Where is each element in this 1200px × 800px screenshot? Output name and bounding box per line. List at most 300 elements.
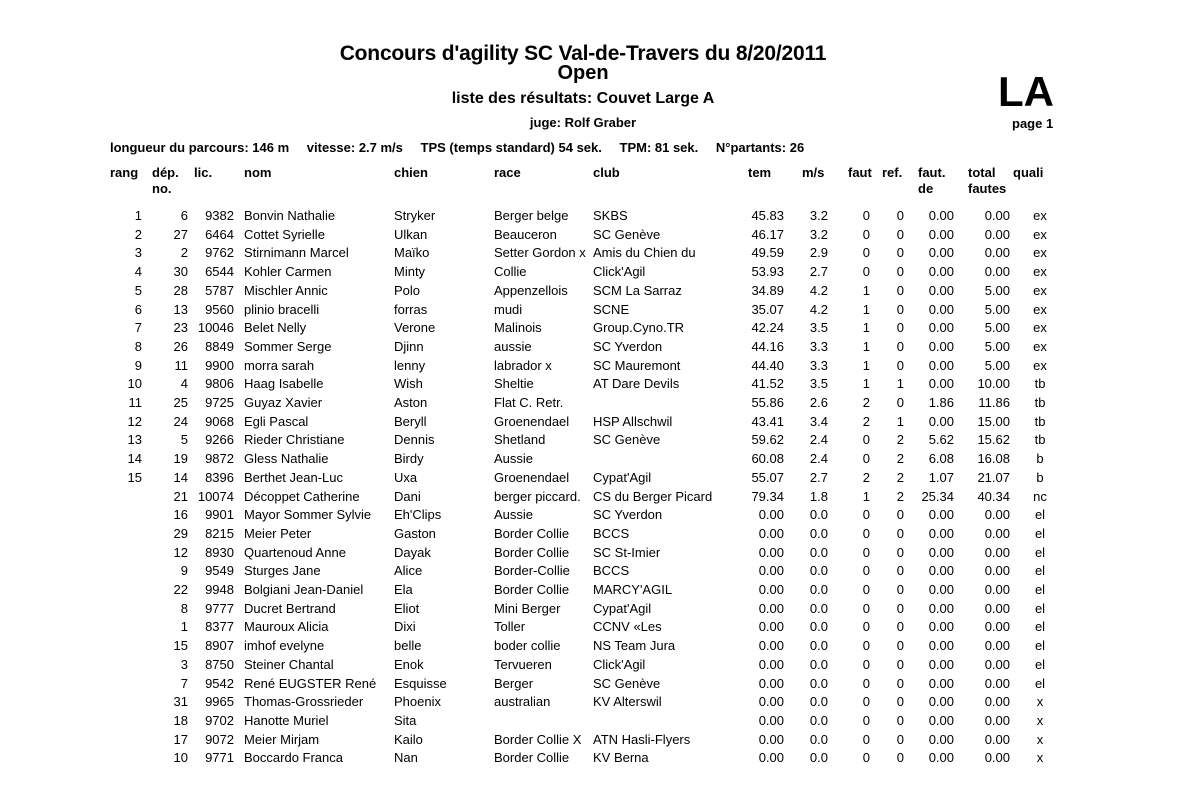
cell-ref: 0	[896, 282, 904, 298]
cell-race: aussie	[494, 338, 532, 354]
cell-chien: Minty	[394, 264, 426, 280]
cell-race: Malinois	[494, 320, 542, 336]
cell-quali: tb	[1034, 432, 1046, 448]
cell-race: Border Collie	[494, 525, 570, 541]
cell-club: SC Genève	[593, 226, 661, 242]
cell-dep: 1	[180, 619, 188, 635]
cell-total: 0.00	[984, 619, 1010, 635]
cell-ms: 0.0	[809, 619, 828, 635]
cell-faut: 1	[862, 488, 870, 504]
cell-dep: 4	[180, 376, 188, 392]
cell-lic: 9806	[205, 376, 234, 392]
cell-chien: forras	[394, 301, 428, 317]
cell-ref: 1	[896, 413, 904, 429]
cell-nom: Berthet Jean-Luc	[244, 469, 344, 485]
cell-quali: ex	[1033, 357, 1047, 373]
cell-total: 5.00	[984, 301, 1010, 317]
cell-dep: 22	[173, 582, 188, 597]
cell-fautde: 0.00	[928, 731, 954, 747]
cell-dep: 18	[173, 712, 188, 728]
col-quali: quali	[1013, 165, 1044, 180]
cell-quali: el	[1034, 525, 1046, 541]
cell-tem: 53.93	[751, 264, 784, 280]
cell-chien: Alice	[394, 563, 423, 579]
cell-nom: Bonvin Nathalie	[244, 208, 336, 223]
cell-total: 0.00	[984, 525, 1010, 541]
cell-nom: Meier Mirjam	[244, 731, 320, 747]
cell-lic: 8377	[205, 619, 234, 635]
cell-faut: 2	[862, 469, 870, 485]
cell-fautde: 0.00	[928, 320, 954, 336]
cell-nom: Sommer Serge	[244, 338, 332, 354]
cell-ms: 0.0	[809, 675, 828, 691]
cell-dep: 12	[173, 544, 188, 560]
cell-nom: Quartenoud Anne	[244, 544, 346, 560]
cell-race: Border Collie	[494, 582, 570, 597]
cell-quali: el	[1034, 600, 1046, 616]
cell-faut: 0	[862, 656, 870, 672]
cell-ref: 0	[896, 638, 904, 654]
cell-tem: 45.83	[751, 208, 784, 223]
cell-club: SCNE	[593, 301, 630, 317]
cell-ms: 4.2	[809, 301, 828, 317]
cell-faut: 1	[862, 320, 870, 336]
cell-club: BCCS	[593, 525, 630, 541]
cell-ms: 3.4	[809, 413, 828, 429]
cell-faut: 1	[862, 338, 870, 354]
col-chien: chien	[394, 165, 428, 180]
cell-quali: x	[1036, 750, 1044, 766]
cell-chien: Polo	[394, 282, 421, 298]
cell-club: KV Berna	[593, 750, 649, 766]
cell-ref: 0	[896, 320, 904, 336]
cell-rang: 2	[134, 226, 142, 242]
cell-ms: 3.2	[809, 226, 828, 242]
cell-faut: 0	[862, 432, 870, 448]
col-club: club	[593, 165, 620, 180]
cell-fautde: 0.00	[928, 208, 954, 223]
cell-race: Tervueren	[494, 656, 552, 672]
cell-lic: 9382	[205, 208, 234, 223]
col-tem: tem	[748, 165, 772, 180]
cell-lic: 8849	[205, 338, 234, 354]
cell-dep: 17	[173, 731, 188, 747]
cell-chien: Gaston	[394, 525, 436, 541]
cell-tem: 0.00	[758, 638, 784, 654]
cell-club: SC Yverdon	[593, 507, 663, 523]
cell-race: Aussie	[494, 451, 534, 467]
cell-ref: 0	[896, 563, 904, 579]
cell-dep: 3	[180, 656, 188, 672]
cell-ms: 0.0	[809, 544, 828, 560]
cell-tem: 55.86	[751, 395, 784, 410]
cell-chien: Dani	[394, 488, 421, 504]
cell-total: 0.00	[984, 582, 1010, 597]
cell-fautde: 0.00	[928, 544, 954, 560]
cell-chien: Nan	[394, 750, 418, 766]
table-row	[0, 226, 1200, 244]
cell-race: labrador x	[494, 357, 552, 373]
cell-race: Beauceron	[494, 226, 557, 242]
table-row	[0, 207, 1200, 225]
cell-tem: 43.41	[751, 413, 784, 429]
cell-club: SC Mauremont	[593, 357, 681, 373]
col-rang: rang	[110, 165, 139, 180]
cell-total: 15.00	[977, 413, 1010, 429]
cell-club: NS Team Jura	[593, 638, 676, 654]
cell-nom: René EUGSTER René	[244, 675, 377, 691]
standard-time: TPS (temps standard) 54 sek.	[420, 140, 602, 155]
cell-nom: Egli Pascal	[244, 413, 309, 429]
cell-nom: Steiner Chantal	[244, 656, 334, 672]
cell-quali: el	[1034, 656, 1046, 672]
cell-quali: el	[1034, 563, 1046, 579]
table-row	[0, 244, 1200, 262]
cell-tem: 44.16	[751, 338, 784, 354]
cell-total: 0.00	[984, 563, 1010, 579]
cell-rang: 5	[134, 282, 142, 298]
cell-race: boder collie	[494, 638, 561, 654]
cell-tem: 34.89	[751, 282, 784, 298]
cell-chien: lenny	[394, 357, 426, 373]
cell-dep: 26	[173, 338, 188, 354]
cell-faut: 0	[862, 563, 870, 579]
cell-nom: imhof evelyne	[244, 638, 325, 654]
cell-ms: 2.7	[809, 264, 828, 280]
cell-lic: 8907	[205, 638, 234, 654]
cell-quali: x	[1036, 731, 1044, 747]
cell-ms: 0.0	[809, 656, 828, 672]
cell-tem: 0.00	[758, 563, 784, 579]
cell-quali: b	[1036, 451, 1044, 467]
cell-dep: 6	[180, 208, 188, 223]
cell-fautde: 0.00	[928, 301, 954, 317]
cell-faut: 0	[862, 675, 870, 691]
cell-chien: Ulkan	[394, 226, 428, 242]
col-race: race	[494, 165, 521, 180]
cell-club: SKBS	[593, 208, 628, 223]
cell-nom: Guyaz Xavier	[244, 395, 323, 410]
cell-fautde: 0.00	[928, 282, 954, 298]
cell-ref: 0	[896, 357, 904, 373]
cell-ms: 0.0	[809, 582, 828, 597]
table-row	[0, 712, 1200, 730]
cell-race: Border Collie	[494, 750, 570, 766]
table-row	[0, 394, 1200, 412]
cell-ms: 2.4	[809, 451, 828, 467]
cell-dep: 28	[173, 282, 188, 298]
cell-chien: Dixi	[394, 619, 416, 635]
cell-tem: 0.00	[758, 619, 784, 635]
cell-nom: Meier Peter	[244, 525, 312, 541]
cell-race: Berger	[494, 675, 534, 691]
cell-nom: Haag Isabelle	[244, 376, 324, 392]
table-row	[0, 600, 1200, 618]
cell-dep: 31	[173, 694, 188, 710]
cell-rang: 13	[127, 432, 142, 448]
cell-tem: 79.34	[751, 488, 784, 504]
cell-fautde: 0.00	[928, 563, 954, 579]
cell-club: Cypat'Agil	[593, 600, 652, 616]
cell-chien: Ela	[394, 582, 413, 597]
max-time: TPM: 81 sek.	[619, 140, 699, 155]
cell-race: Aussie	[494, 507, 534, 523]
cell-lic: 9771	[205, 750, 234, 766]
cell-nom: Boccardo Franca	[244, 750, 343, 766]
cell-club: Amis du Chien du	[593, 245, 696, 261]
cell-quali: el	[1034, 619, 1046, 635]
class-badge: LA	[998, 68, 1054, 115]
cell-rang: 7	[134, 320, 142, 336]
cell-total: 0.00	[984, 507, 1010, 523]
cell-tem: 46.17	[751, 226, 784, 242]
cell-faut: 0	[862, 582, 870, 597]
cell-total: 16.08	[977, 451, 1010, 467]
cell-club: SC Genève	[593, 675, 661, 691]
cell-tem: 0.00	[758, 675, 784, 691]
table-row	[0, 301, 1200, 319]
cell-rang: 12	[127, 413, 142, 429]
cell-ref: 0	[896, 582, 904, 597]
document-title: Concours d'agility SC Val-de-Travers du 8/20/2011	[339, 42, 827, 65]
cell-total: 0.00	[984, 731, 1010, 747]
judge-line: juge: Rolf Graber	[529, 115, 637, 130]
cell-race: Groenendael	[494, 413, 570, 429]
cell-club: SC Yverdon	[593, 338, 663, 354]
cell-ref: 0	[896, 208, 904, 223]
cell-club: AT Dare Devils	[593, 376, 680, 392]
cell-total: 0.00	[984, 264, 1010, 280]
cell-rang: 6	[134, 301, 142, 317]
cell-quali: b	[1036, 469, 1044, 485]
cell-lic: 9702	[205, 712, 234, 728]
cell-rang: 4	[134, 264, 142, 280]
cell-dep: 29	[173, 525, 188, 541]
cell-chien: Kailo	[394, 731, 423, 747]
cell-dep: 13	[173, 301, 188, 317]
cell-fautde: 25.34	[921, 488, 954, 504]
cell-club: Click'Agil	[593, 264, 646, 280]
cell-ms: 2.7	[809, 469, 828, 485]
cell-dep: 9	[180, 563, 188, 579]
cell-tem: 0.00	[758, 544, 784, 560]
cell-ref: 0	[896, 525, 904, 541]
cell-chien: Sita	[394, 712, 417, 728]
cell-ref: 0	[896, 507, 904, 523]
cell-ms: 0.0	[809, 731, 828, 747]
cell-lic: 9777	[205, 600, 234, 616]
cell-total: 5.00	[984, 357, 1010, 373]
cell-chien: Dennis	[394, 432, 435, 448]
cell-tem: 35.07	[751, 301, 784, 317]
cell-ms: 3.2	[809, 208, 828, 223]
course-parameters	[110, 140, 818, 155]
cell-lic: 9725	[205, 395, 234, 410]
cell-lic: 9901	[205, 507, 234, 523]
cell-race: Border Collie	[494, 544, 570, 560]
cell-ms: 0.0	[809, 507, 828, 523]
cell-lic: 10046	[197, 320, 234, 336]
cell-faut: 1	[862, 301, 870, 317]
cell-chien: Beryll	[394, 413, 427, 429]
cell-tem: 0.00	[758, 750, 784, 766]
cell-rang: 8	[134, 338, 142, 354]
cell-lic: 9762	[205, 245, 234, 261]
cell-ref: 0	[896, 264, 904, 280]
cell-chien: Dayak	[394, 544, 431, 560]
cell-dep: 25	[173, 395, 188, 410]
cell-ms: 2.4	[809, 432, 828, 448]
cell-tem: 0.00	[758, 731, 784, 747]
cell-race: Sheltie	[494, 376, 534, 392]
table-row	[0, 282, 1200, 300]
cell-ms: 0.0	[809, 638, 828, 654]
cell-club: CCNV «Les	[593, 619, 662, 635]
course-length: longueur du parcours: 146 m	[110, 140, 290, 155]
cell-fautde: 0.00	[928, 245, 954, 261]
cell-chien: Birdy	[394, 451, 424, 467]
table-row	[0, 450, 1200, 468]
cell-race: Border Collie X	[494, 731, 582, 747]
cell-fautde: 0.00	[928, 600, 954, 616]
cell-ref: 0	[896, 600, 904, 616]
results-title: liste des résultats: Couvet Large A	[451, 90, 715, 107]
cell-fautde: 0.00	[928, 675, 954, 691]
cell-ref: 0	[896, 338, 904, 354]
cell-dep: 27	[173, 226, 188, 242]
cell-faut: 0	[862, 264, 870, 280]
cell-dep: 7	[180, 675, 188, 691]
cell-total: 21.07	[977, 469, 1010, 485]
cell-chien: Stryker	[394, 208, 436, 223]
cell-tem: 0.00	[758, 694, 784, 710]
cell-fautde: 0.00	[928, 712, 954, 728]
cell-fautde: 0.00	[928, 694, 954, 710]
cell-faut: 0	[862, 638, 870, 654]
cell-race: mudi	[494, 301, 523, 317]
cell-fautde: 0.00	[928, 656, 954, 672]
cell-faut: 0	[862, 507, 870, 523]
cell-dep: 24	[173, 413, 188, 429]
cell-ref: 0	[896, 750, 904, 766]
cell-tem: 0.00	[758, 582, 784, 597]
cell-quali: ex	[1033, 320, 1047, 336]
cell-faut: 0	[862, 451, 870, 467]
cell-rang: 3	[134, 245, 142, 261]
cell-rang: 11	[128, 395, 142, 410]
cell-dep: 16	[173, 507, 188, 523]
cell-total: 0.00	[984, 638, 1010, 654]
cell-quali: ex	[1033, 282, 1047, 298]
cell-ms: 3.3	[809, 338, 828, 354]
cell-chien: Maïko	[394, 245, 430, 261]
col-nom: nom	[244, 165, 272, 180]
cell-ref: 0	[896, 656, 904, 672]
cell-tem: 0.00	[758, 507, 784, 523]
table-row	[0, 338, 1200, 356]
cell-faut: 0	[862, 619, 870, 635]
cell-chien: belle	[394, 638, 422, 654]
cell-fautde: 0.00	[928, 638, 954, 654]
cell-club: CS du Berger Picard	[593, 488, 713, 504]
cell-ref: 0	[896, 226, 904, 242]
cell-dep: 30	[173, 264, 188, 280]
cell-ref: 2	[896, 451, 904, 467]
cell-total: 40.34	[977, 488, 1010, 504]
cell-fautde: 0.00	[928, 525, 954, 541]
cell-chien: Wish	[394, 376, 423, 392]
cell-tem: 60.08	[751, 451, 784, 467]
cell-ms: 3.3	[809, 357, 828, 373]
col-faut: faut	[848, 165, 872, 180]
table-row	[0, 506, 1200, 524]
cell-tem: 0.00	[758, 656, 784, 672]
cell-quali: ex	[1033, 245, 1047, 261]
cell-total: 0.00	[984, 544, 1010, 560]
cell-ref: 2	[896, 469, 904, 485]
cell-race: Mini Berger	[494, 600, 561, 616]
cell-dep: 15	[173, 638, 188, 654]
cell-faut: 0	[862, 208, 870, 223]
cell-ref: 0	[896, 544, 904, 560]
cell-quali: el	[1034, 582, 1046, 597]
cell-nom: Décoppet Catherine	[244, 488, 360, 504]
cell-ms: 3.5	[809, 376, 828, 392]
col-total: total fautes	[968, 165, 1007, 196]
cell-faut: 0	[862, 245, 870, 261]
cell-faut: 0	[862, 750, 870, 766]
cell-ms: 0.0	[809, 694, 828, 710]
table-row	[0, 562, 1200, 580]
cell-lic: 9560	[205, 301, 234, 317]
table-row	[0, 731, 1200, 749]
cell-race: Collie	[494, 264, 527, 280]
cell-lic: 8750	[205, 656, 234, 672]
cell-tem: 55.07	[751, 469, 784, 485]
col-lic: lic.	[194, 165, 213, 180]
cell-race: Border-Collie	[494, 563, 570, 579]
cell-rang: 14	[127, 451, 142, 467]
cell-faut: 0	[862, 226, 870, 242]
cell-quali: ex	[1033, 264, 1047, 280]
cell-club: SC Genève	[593, 432, 661, 448]
cell-quali: ex	[1033, 338, 1047, 354]
cell-quali: el	[1034, 544, 1046, 560]
cell-total: 5.00	[984, 320, 1010, 336]
cell-dep: 21	[173, 488, 188, 504]
cell-lic: 5787	[205, 282, 234, 298]
table-row	[0, 375, 1200, 393]
cell-total: 5.00	[984, 338, 1010, 354]
cell-faut: 0	[862, 600, 870, 616]
cell-total: 15.62	[977, 432, 1010, 448]
cell-lic: 6464	[205, 226, 234, 242]
document-subtitle: Open	[557, 62, 609, 84]
cell-chien: Eliot	[394, 600, 420, 616]
cell-faut: 2	[862, 395, 870, 410]
cell-tem: 0.00	[758, 525, 784, 541]
col-dep: dép. no.	[152, 165, 179, 196]
cell-tem: 44.40	[751, 357, 784, 373]
cell-rang: 9	[134, 357, 142, 373]
cell-faut: 2	[862, 413, 870, 429]
cell-ref: 0	[896, 675, 904, 691]
table-row	[0, 357, 1200, 375]
cell-ref: 0	[896, 301, 904, 317]
cell-club: Cypat'Agil	[593, 469, 652, 485]
table-row	[0, 263, 1200, 281]
cell-club: Click'Agil	[593, 656, 646, 672]
